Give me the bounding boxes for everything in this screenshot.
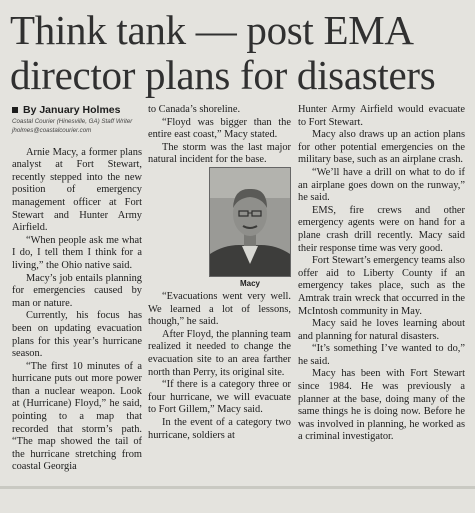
byline (12, 104, 142, 117)
photo-caption: Macy (239, 278, 260, 288)
article-column-1 (12, 104, 142, 474)
paragraph: “If there is a category three or four hurricane, we will evacuate to Fort Gillem,” Macy said. (148, 379, 291, 416)
photo-block (209, 167, 291, 289)
paragraph: EMS, fire crews and other emergency agents were on hand for a plane crash drill recently. Macy said their response time was very good. (298, 204, 465, 254)
paragraph: The storm was the last major natural incident for the base. (148, 141, 291, 166)
paper-fold-crease (0, 486, 475, 489)
paragraph: “The first 10 minutes of a hurricane puts out more power than a nuclear weapon. Look at (Hurricane) Floyd,” he said, pointing to a map that recorded that storm’s path. “The map showed the tail of the hurricane stretching from coastal Georgia (12, 360, 142, 473)
paragraph: to Canada’s shoreline. (148, 104, 241, 115)
paragraph: Macy said he loves learning about and planning for natural disasters. (298, 318, 465, 342)
byline-email: jholmes@coastalcourier.com (12, 126, 92, 134)
article-column-2 (148, 104, 291, 442)
byline-author: By January Holmes (23, 104, 121, 116)
headline (10, 8, 470, 98)
headline-line-2: director plans for disasters (10, 52, 436, 98)
byline-square-icon (12, 107, 18, 113)
paragraph: “Floyd was bigger than the entire east coast,” Macy stated. (148, 116, 291, 141)
paragraph: In the event of a category two hurricane, soldiers at (148, 416, 291, 441)
paragraph: “When people ask me what I do, I tell them I think for a living,” the Ohio native said. (12, 234, 142, 271)
article-column-3 (298, 104, 465, 444)
byline-credit: Coastal Courier (Hinesville, GA) Staff Writer (12, 117, 133, 125)
paragraph: Macy’s job entails planning for emergencies caused by man or nature. (12, 272, 142, 309)
paragraph: “Evacuations went very well. We learned a lot of lessons, though,” he said. (148, 290, 291, 328)
portrait-photo-icon (209, 167, 291, 277)
paragraph: Arnie Macy, a former plans analyst at Fort Stewart, recently stepped into the new position of emergency management officer at Fort Stewart and Hunter Army Airfield. (12, 146, 142, 234)
paragraph: Macy has been with Fort Stewart since 1984. He was previously a planner at the base, doing many of the same things he is doing now. Before he was involved in planning, he worked as a criminal investigator. (298, 368, 465, 443)
paragraph: After Floyd, the planning team realized it needed to change the evacuation site to an area farther north than Perry, its original site. (148, 328, 291, 378)
headline-line-1: Think tank — post EMA (10, 7, 414, 53)
paragraph: Currently, his focus has been on updating evacuation plans for this year’s hurricane season. (12, 310, 142, 360)
paragraph: “We’ll have a drill on what to do if an airplane goes down on the runway,” he said. (298, 166, 465, 204)
paragraph: Macy also draws up an action plans for other potential emergencies on the military base, such as an airplane crash. (298, 129, 465, 166)
paragraph: Fort Stewart’s emergency teams also offer aid to Liberty County if an emergency takes place, such as the Amtrak train wreck that occurred in the McIntosh community in May. (298, 255, 465, 317)
paragraph: “It’s something I’ve wanted to do,” he said. (298, 343, 465, 367)
paragraph: Hunter Army Airfield would evacuate to Fort Stewart. (298, 104, 465, 128)
